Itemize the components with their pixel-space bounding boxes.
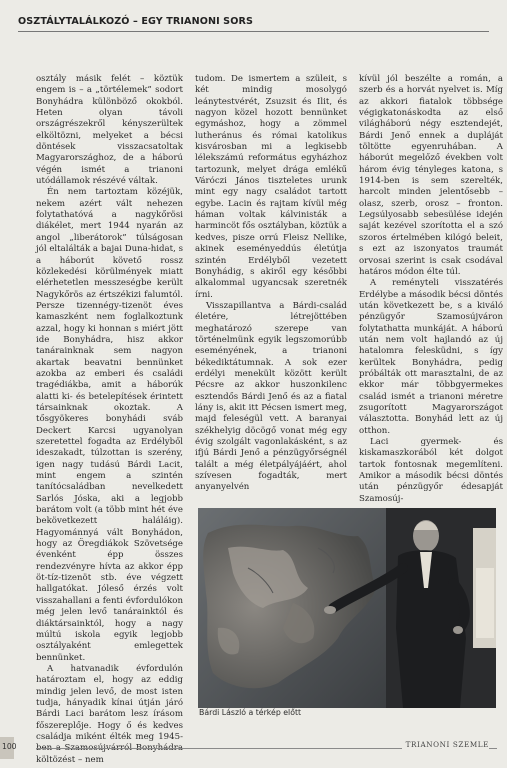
text-column-2 — [195, 74, 347, 499]
paragraph: A hatvanadik évfordulón határoztam el, hogy az eddig mindig jelen levő, de most isten tudja, hányadik kínai útján járó Bárdi Laci barátom lesz írásom főszereplője. Hogy ő és kedves családja miként élték meg 1945-ben a Szamosújvárról Bonyhádra költözést – nem — [36, 663, 183, 765]
paragraph: A reményteli visszatérés Erdélybe a második bécsi döntés után következett be, s a kiváló pénzügyőr Szamosújváron folytathatta munkáját. A háború után nem volt hajlandó az új hatalomra felesküdni, s így kerültek Bonyhádra, pedig próbálták ott marasztalni, de az ekkor már többgyermekes család ismét a trianoni méretre zsugorított Magyarországot választotta. Bonyhád lett az új otthon. — [359, 278, 503, 436]
paragraph: tudom. De ismertem a szüleit, s két mindig mosolygó leánytestvérét, Zsuzsit és Ilit, és nagyon közel hozott bennünket egymáshoz, hogy a zömmel lutheránus és római katolikus kisvárosban mi a legkisebb lélekszámú református egyházhoz tartozunk, melyet drága emlékű Váróczi János tiszteletes urunk mint egy nagy családot tartott egybe. Lacin és rajtam kívül még háman voltak kálvinisták a harmincöt fős osztályban, köztük a kedves, pisze orrú Fleisz Nellike, akinek eseményeddús életútja szintén Erdélyből vezetett Bonyhádig, s akiről egy későbbi alkalommal ugyancsak szeretnék írni. — [195, 74, 347, 300]
running-header — [18, 16, 489, 40]
paragraph: Én nem tartoztam közéjük, nekem azért vált nehezen folytathatóvá a nagykőrösi diákélet, mert 1944 nyarán az angol „liberátorok” túlságosan jól eltalálták a bajai Duna-hidat, s a háborút követő rossz közlekedési körülmények miatt elérhetetlen messzeségbe került Nagykőrös az értszékizi falumtól. Persze tizennégy-tizenöt éves kamaszként nem foglalkoztunk azzal, hogy ki honnan s miért jött ide Bonyhádra, hisz akkor tanárainknak sem nagyon akartak beavatni bennünket azokba az emberi és családi tragédiákba, amit a háborúk alatti ki- és betelepítések érintett társainknak okoztak. A tősgyökeres bonyhádi sváb Deckert Karcsi ugyanolyan szeretettel fogadta az Erdélyből ideszakadt, túlzottan is szerény, igen nagy tudású Bárdi Lacit, mint engem a szintén tanítócsaládban nevelkedett Sarlós Jóska, aki a legjobb barátom volt (a több mint hét éve bekövetkezett haláláig). Hagyománnyá vált Bonyhádon, hogy az Öregdiákok Szövetsége évenként épp összes rendezvényre hívta az akkor épp öt-tíz-tizenöt stb. éve végzett hallgatókat. Jóleső érzés volt visszahallani a fenti évfordulókon még jelen levő tanárainktól és diáktársainktól, hogy a nagy múltú iskola egyik legjobb osztályaként emlegettek bennünket. — [36, 187, 183, 663]
text-column-3 — [359, 74, 503, 504]
paragraph: osztály másik felét – köztük engem is – a „törtélemek” sodort Bonyhádra különböző okokból. Heten olyan távoli országrészekről kényszerültek elköltözni, melyeket a bécsi döntések visszacsatoltak Magyarországhoz, de a háború végén ismét a trianoni utódállamok részévé váltak. — [36, 74, 183, 187]
header-rule — [18, 31, 489, 32]
map-photo-illustration — [198, 508, 496, 708]
paragraph: Visszapillantva a Bárdi-család életére, létrejöttében meghatározó szerepe van történelmünk egyik legszomorúbb eseményének, a trianoni békediktátumnak. A sok ezer erdélyi menekült között került Pécsre az akkor huszonkilenc esztendős Bárdi Jenő és az a fiatal lány is, akit itt Pécsen ismert meg, majd feleségül vett. A baranyai székhelyig döcögő vonat még egy évig szolgált vagonlakásként, s az ifjú Bárdi Jenő a pénzügyőrségnél talált a még életpályájáért, ahol szívesen fogadták, mert anyanyelvén — [195, 300, 347, 493]
photo-man-at-map — [198, 508, 496, 708]
photo-caption: Bárdi László a térkép előtt — [199, 708, 302, 717]
text-column-1 — [36, 74, 183, 765]
paragraph: Laci gyermek- és kiskamaszkorából két dolgot tartok fontosnak megemlíteni. Amikor a második bécsi döntés után pénzügyőr édesapját Szamosúj- — [359, 437, 503, 504]
magazine-name: TRIANONI SZEMLE — [402, 740, 489, 749]
page-number: 100 — [2, 742, 17, 751]
paragraph: kívül jól beszélte a román, a szerb és a horvát nyelvet is. Míg az akkori fiatalok többsége végigkatonáskodta az első világháború négy esztendejét, Bárdi Jenő ennek a dupláját töltötte egyenruhában. A háborút megelőző években volt három évig tényleges katona, s 1914-ben is sem szerelték, harcolt minden jelentősebb – olasz, szerb, orosz – fronton. Legsúlyosabb sebesülése idején saját kezével szorította el a szó szoros értelmében kilógó beleit, s ezt az iszonyatos traumát orvosai szerint is csak csodával határos módon élte túl. — [359, 74, 503, 277]
section-title: OSZTÁLYTALÁLKOZÓ – EGY TRIANONI SORS — [18, 16, 253, 27]
